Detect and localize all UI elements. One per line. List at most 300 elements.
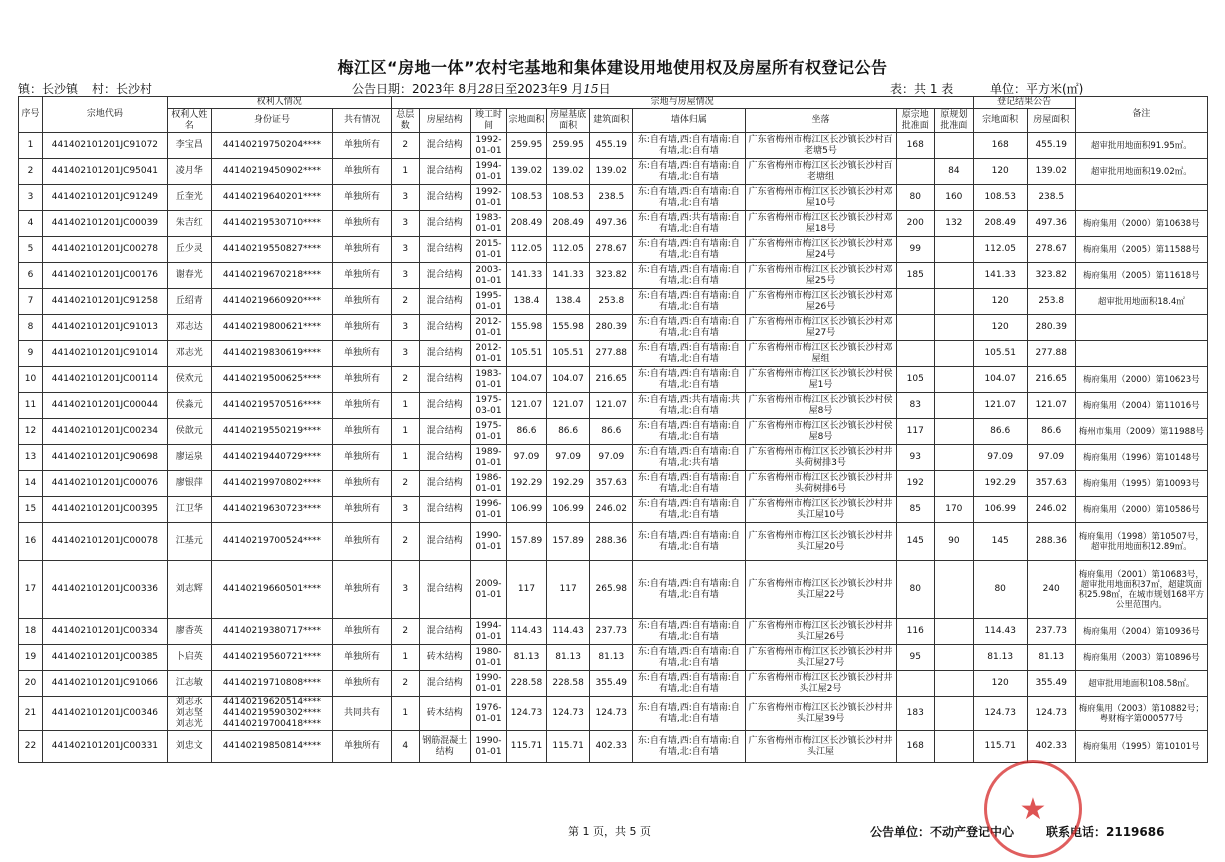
cell-result-land: 120 — [973, 289, 1027, 315]
cell-location: 广东省梅州市梅江区长沙镇长沙村邓屋18号 — [745, 211, 896, 237]
cell-base-area: 114.43 — [546, 619, 590, 645]
cell-structure: 混合结构 — [419, 497, 470, 523]
cell-base-area: 259.95 — [546, 133, 590, 159]
table-row — [19, 697, 1208, 731]
th-res-house: 房屋面积 — [1027, 109, 1075, 133]
cell-structure: 混合结构 — [419, 211, 470, 237]
cell-base-area: 121.07 — [546, 393, 590, 419]
cell-code: 441402101201JC91014 — [42, 341, 167, 367]
cell-owner-name: 廖香英 — [167, 619, 211, 645]
th-id-no: 身份证号 — [211, 109, 333, 133]
register-table — [18, 96, 1208, 763]
cell-seq: 12 — [19, 419, 43, 445]
cell-share: 单独所有 — [333, 393, 391, 419]
cell-orig-approved: 200 — [896, 211, 935, 237]
cell-remark: 超审批用地面积91.95㎡。 — [1075, 133, 1207, 159]
th-floors: 总层数 — [391, 109, 419, 133]
table-row — [19, 561, 1208, 619]
cell-seq: 9 — [19, 341, 43, 367]
cell-owner-name: 李宝昌 — [167, 133, 211, 159]
cell-result-land: 81.13 — [973, 645, 1027, 671]
cell-base-area: 86.6 — [546, 419, 590, 445]
cell-floors: 2 — [391, 523, 419, 561]
cell-id-no: 44140219620514**** 44140219590302**** 44140219700418**** — [211, 697, 333, 731]
th-res-land: 宗地面积 — [973, 109, 1027, 133]
cell-structure: 混合结构 — [419, 445, 470, 471]
cell-structure: 混合结构 — [419, 159, 470, 185]
cell-build-area: 323.82 — [590, 263, 633, 289]
cell-id-no: 44140219440729**** — [211, 445, 333, 471]
cell-orig-plan: 90 — [935, 523, 974, 561]
th-location: 坐落 — [745, 109, 896, 133]
cell-floors: 3 — [391, 341, 419, 367]
cell-completed: 1975-03-01 — [470, 393, 506, 419]
cell-seq: 5 — [19, 237, 43, 263]
table-row — [19, 523, 1208, 561]
cell-land-area: 121.07 — [507, 393, 547, 419]
cell-seq: 16 — [19, 523, 43, 561]
cell-completed: 1976-01-01 — [470, 697, 506, 731]
cell-completed: 1994-01-01 — [470, 619, 506, 645]
cell-orig-plan — [935, 619, 974, 645]
cell-share: 单独所有 — [333, 289, 391, 315]
cell-id-no: 44140219550219**** — [211, 419, 333, 445]
cell-build-area: 238.5 — [590, 185, 633, 211]
cell-code: 441402101201JC00385 — [42, 645, 167, 671]
cell-location: 广东省梅州市梅江区长沙镇长沙村邓屋组 — [745, 341, 896, 367]
cell-base-area: 108.53 — [546, 185, 590, 211]
cell-orig-approved: 183 — [896, 697, 935, 731]
cell-structure: 混合结构 — [419, 419, 470, 445]
cell-result-land: 112.05 — [973, 237, 1027, 263]
cell-floors: 2 — [391, 619, 419, 645]
cell-floors: 3 — [391, 263, 419, 289]
cell-orig-approved: 99 — [896, 237, 935, 263]
cell-owner-name: 侯淼元 — [167, 393, 211, 419]
cell-floors: 2 — [391, 289, 419, 315]
cell-completed: 1996-01-01 — [470, 497, 506, 523]
cell-structure: 混合结构 — [419, 619, 470, 645]
cell-owner-name: 廖运泉 — [167, 445, 211, 471]
cell-floors: 3 — [391, 211, 419, 237]
cell-code: 441402101201JC91249 — [42, 185, 167, 211]
cell-orig-plan — [935, 341, 974, 367]
cell-location: 广东省梅州市梅江区长沙镇长沙村邓屋25号 — [745, 263, 896, 289]
th-build-area: 建筑面积 — [590, 109, 633, 133]
cell-result-land: 120 — [973, 671, 1027, 697]
cell-completed: 2003-01-01 — [470, 263, 506, 289]
table-row — [19, 471, 1208, 497]
cell-walls: 东:自有墙,西:自有墙南:自有墙,北:自有墙 — [633, 237, 745, 263]
cell-walls: 东:自有墙,西:自有墙南:自有墙,北:自有墙 — [633, 159, 745, 185]
cell-remark: 梅府集用（1996）第10148号 — [1075, 445, 1207, 471]
cell-structure: 钢筋混凝土结构 — [419, 731, 470, 763]
cell-walls: 东:自有墙,西:自有墙南:自有墙,北:自有墙 — [633, 731, 745, 763]
cell-orig-plan: 160 — [935, 185, 974, 211]
cell-base-area: 112.05 — [546, 237, 590, 263]
cell-orig-plan — [935, 419, 974, 445]
cell-completed: 2012-01-01 — [470, 315, 506, 341]
cell-walls: 东:自有墙,西:自有墙南:自有墙,北:自有墙 — [633, 419, 745, 445]
cell-completed: 1994-01-01 — [470, 159, 506, 185]
cell-orig-plan — [935, 731, 974, 763]
cell-build-area: 253.8 — [590, 289, 633, 315]
cell-location: 广东省梅州市梅江区长沙镇长沙村百老塘组 — [745, 159, 896, 185]
cell-orig-approved: 80 — [896, 561, 935, 619]
cell-share: 单独所有 — [333, 645, 391, 671]
cell-id-no: 44140219700524**** — [211, 523, 333, 561]
cell-result-house: 355.49 — [1027, 671, 1075, 697]
cell-completed: 1990-01-01 — [470, 523, 506, 561]
cell-walls: 东:自有墙,西:自有墙南:自有墙,北:自有墙 — [633, 561, 745, 619]
cell-walls: 东:自有墙,西:自有墙南:自有墙,北:自有墙 — [633, 367, 745, 393]
cell-location: 广东省梅州市梅江区长沙镇长沙村井头江屋22号 — [745, 561, 896, 619]
cell-remark: 梅府集用（2003）第10896号 — [1075, 645, 1207, 671]
cell-owner-name: 谢春光 — [167, 263, 211, 289]
cell-remark — [1075, 341, 1207, 367]
cell-orig-approved: 117 — [896, 419, 935, 445]
cell-land-area: 155.98 — [507, 315, 547, 341]
cell-land-area: 112.05 — [507, 237, 547, 263]
table-row — [19, 671, 1208, 697]
cell-land-area: 124.73 — [507, 697, 547, 731]
date-start-day: 28 — [478, 82, 494, 96]
cell-orig-approved: 85 — [896, 497, 935, 523]
cell-walls: 东:自有墙,西:自有墙南:自有墙,北:自有墙 — [633, 697, 745, 731]
cell-owner-name: 侯欢元 — [167, 367, 211, 393]
cell-orig-plan — [935, 645, 974, 671]
cell-build-area: 280.39 — [590, 315, 633, 341]
cell-walls: 东:自有墙,西:自有墙南:自有墙,北:自有墙 — [633, 523, 745, 561]
cell-build-area: 97.09 — [590, 445, 633, 471]
cell-seq: 17 — [19, 561, 43, 619]
cell-orig-approved: 168 — [896, 731, 935, 763]
cell-land-area: 81.13 — [507, 645, 547, 671]
date-suffix: 日 — [598, 82, 611, 96]
cell-location: 广东省梅州市梅江区长沙镇长沙村邓屋27号 — [745, 315, 896, 341]
table-row — [19, 393, 1208, 419]
cell-completed: 1975-01-01 — [470, 419, 506, 445]
cell-floors: 2 — [391, 471, 419, 497]
publisher: 公告单位：不动产登记中心 — [870, 825, 1015, 839]
cell-structure: 混合结构 — [419, 185, 470, 211]
cell-land-area: 86.6 — [507, 419, 547, 445]
cell-build-area: 265.98 — [590, 561, 633, 619]
cell-base-area: 139.02 — [546, 159, 590, 185]
cell-id-no: 44140219660920**** — [211, 289, 333, 315]
cell-result-house: 323.82 — [1027, 263, 1075, 289]
cell-walls: 东:自有墙,西:自有墙南:自有墙,北:自有墙 — [633, 133, 745, 159]
cell-base-area: 155.98 — [546, 315, 590, 341]
th-orig-approved: 原宗地批准面 — [896, 109, 935, 133]
cell-id-no: 44140219630723**** — [211, 497, 333, 523]
th-structure: 房屋结构 — [419, 109, 470, 133]
cell-build-area: 288.36 — [590, 523, 633, 561]
cell-code: 441402101201JC90698 — [42, 445, 167, 471]
cell-share: 单独所有 — [333, 731, 391, 763]
cell-location: 广东省梅州市梅江区长沙镇长沙村侯屋8号 — [745, 393, 896, 419]
cell-orig-plan — [935, 367, 974, 393]
cell-walls: 东:自有墙,西:自有墙南:自有墙,北:自有墙 — [633, 619, 745, 645]
cell-result-land: 168 — [973, 133, 1027, 159]
cell-structure: 混合结构 — [419, 671, 470, 697]
cell-code: 441402101201JC95041 — [42, 159, 167, 185]
cell-code: 441402101201JC00039 — [42, 211, 167, 237]
th-code: 宗地代码 — [42, 97, 167, 133]
cell-result-land: 115.71 — [973, 731, 1027, 763]
cell-build-area: 497.36 — [590, 211, 633, 237]
cell-code: 441402101201JC00346 — [42, 697, 167, 731]
cell-result-land: 114.43 — [973, 619, 1027, 645]
cell-seq: 11 — [19, 393, 43, 419]
register-rows — [19, 133, 1208, 763]
cell-share: 单独所有 — [333, 561, 391, 619]
cell-orig-plan — [935, 445, 974, 471]
cell-structure: 混合结构 — [419, 561, 470, 619]
cell-seq: 6 — [19, 263, 43, 289]
cell-structure: 混合结构 — [419, 263, 470, 289]
cell-orig-plan: 84 — [935, 159, 974, 185]
cell-remark: 梅府集用（2000）第10586号 — [1075, 497, 1207, 523]
th-result-group: 登记结果公告 — [973, 97, 1075, 109]
cell-location: 广东省梅州市梅江区长沙镇长沙村井头江屋2号 — [745, 671, 896, 697]
cell-build-area: 277.88 — [590, 341, 633, 367]
cell-floors: 1 — [391, 445, 419, 471]
cell-result-land: 145 — [973, 523, 1027, 561]
cell-id-no: 44140219640201**** — [211, 185, 333, 211]
date-prefix: 公告日期：2023年 8月 — [352, 82, 478, 96]
th-seq: 序号 — [19, 97, 43, 133]
cell-walls: 东:自有墙,西:共有墙南:共有墙,北:自有墙 — [633, 393, 745, 419]
cell-result-house: 280.39 — [1027, 315, 1075, 341]
cell-floors: 1 — [391, 697, 419, 731]
cell-id-no: 44140219570516**** — [211, 393, 333, 419]
cell-code: 441402101201JC00331 — [42, 731, 167, 763]
th-completed: 竣工时间 — [470, 109, 506, 133]
announce-date — [352, 80, 611, 97]
cell-seq: 19 — [19, 645, 43, 671]
cell-result-house: 237.73 — [1027, 619, 1075, 645]
cell-id-no: 44140219750204**** — [211, 133, 333, 159]
th-owner-name: 权利人姓名 — [167, 109, 211, 133]
cell-structure: 混合结构 — [419, 133, 470, 159]
cell-remark: 梅州市集用（2009）第11988号 — [1075, 419, 1207, 445]
cell-code: 441402101201JC00278 — [42, 237, 167, 263]
cell-code: 441402101201JC00114 — [42, 367, 167, 393]
cell-remark: 梅府集用（2000）第10638号 — [1075, 211, 1207, 237]
cell-completed: 2015-01-01 — [470, 237, 506, 263]
cell-share: 单独所有 — [333, 133, 391, 159]
cell-build-area: 81.13 — [590, 645, 633, 671]
th-orig-plan: 原规划批准面 — [935, 109, 974, 133]
cell-structure: 混合结构 — [419, 393, 470, 419]
cell-remark — [1075, 315, 1207, 341]
table-row — [19, 211, 1208, 237]
table-row — [19, 645, 1208, 671]
table-row — [19, 619, 1208, 645]
cell-share: 共同共有 — [333, 697, 391, 731]
cell-build-area: 86.6 — [590, 419, 633, 445]
cell-share: 单独所有 — [333, 619, 391, 645]
cell-remark: 梅府集用（2003）第10882号；粤财梅字第000577号 — [1075, 697, 1207, 731]
cell-seq: 2 — [19, 159, 43, 185]
cell-code: 441402101201JC91013 — [42, 315, 167, 341]
cell-result-house: 277.88 — [1027, 341, 1075, 367]
cell-walls: 东:自有墙,西:自有墙南:自有墙,北:自有墙 — [633, 497, 745, 523]
cell-owner-name: 邓志达 — [167, 315, 211, 341]
cell-orig-approved: 93 — [896, 445, 935, 471]
cell-floors: 3 — [391, 185, 419, 211]
cell-owner-name: 刘志辉 — [167, 561, 211, 619]
cell-orig-approved: 185 — [896, 263, 935, 289]
cell-base-area: 208.49 — [546, 211, 590, 237]
cell-build-area: 121.07 — [590, 393, 633, 419]
cell-result-house: 253.8 — [1027, 289, 1075, 315]
cell-build-area: 139.02 — [590, 159, 633, 185]
cell-orig-plan — [935, 133, 974, 159]
cell-location: 广东省梅州市梅江区长沙镇长沙村井头江屋26号 — [745, 619, 896, 645]
cell-structure: 混合结构 — [419, 315, 470, 341]
cell-completed: 1995-01-01 — [470, 289, 506, 315]
th-base-area: 房屋基底面积 — [546, 109, 590, 133]
cell-id-no: 44140219670218**** — [211, 263, 333, 289]
cell-base-area: 117 — [546, 561, 590, 619]
cell-orig-approved: 145 — [896, 523, 935, 561]
date-end-day: 15 — [583, 82, 599, 96]
village-label: 村：长沙村 — [92, 82, 153, 96]
cell-share: 单独所有 — [333, 211, 391, 237]
cell-floors: 2 — [391, 133, 419, 159]
cell-owner-name: 刘志永 刘志坚 刘志光 — [167, 697, 211, 731]
cell-build-area: 455.19 — [590, 133, 633, 159]
cell-orig-approved — [896, 315, 935, 341]
cell-result-land: 192.29 — [973, 471, 1027, 497]
cell-structure: 砖木结构 — [419, 645, 470, 671]
cell-floors: 4 — [391, 731, 419, 763]
table-row — [19, 237, 1208, 263]
cell-code: 441402101201JC91072 — [42, 133, 167, 159]
cell-share: 单独所有 — [333, 315, 391, 341]
cell-orig-plan — [935, 315, 974, 341]
cell-location: 广东省梅州市梅江区长沙镇长沙村井头江屋 — [745, 731, 896, 763]
cell-remark: 梅府集用（2004）第10936号 — [1075, 619, 1207, 645]
cell-owner-name: 江志敏 — [167, 671, 211, 697]
cell-result-house: 278.67 — [1027, 237, 1075, 263]
cell-share: 单独所有 — [333, 497, 391, 523]
cell-build-area: 216.65 — [590, 367, 633, 393]
cell-remark — [1075, 185, 1207, 211]
cell-share: 单独所有 — [333, 671, 391, 697]
cell-orig-plan — [935, 471, 974, 497]
contact-phone: 联系电话：2119686 — [1046, 825, 1165, 839]
table-row — [19, 159, 1208, 185]
cell-owner-name: 朱吉红 — [167, 211, 211, 237]
cell-location: 广东省梅州市梅江区长沙镇长沙村侯屋1号 — [745, 367, 896, 393]
cell-walls: 东:自有墙,西:自有墙南:自有墙,北:自有墙 — [633, 315, 745, 341]
cell-land-area: 104.07 — [507, 367, 547, 393]
cell-walls: 东:自有墙,西:自有墙南:自有墙,北:自有墙 — [633, 471, 745, 497]
th-owner-group: 权利人情况 — [167, 97, 391, 109]
cell-result-land: 108.53 — [973, 185, 1027, 211]
cell-build-area: 355.49 — [590, 671, 633, 697]
cell-orig-plan — [935, 263, 974, 289]
cell-orig-plan — [935, 561, 974, 619]
cell-structure: 混合结构 — [419, 523, 470, 561]
cell-land-area: 208.49 — [507, 211, 547, 237]
th-share: 共有情况 — [333, 109, 391, 133]
cell-orig-approved: 105 — [896, 367, 935, 393]
cell-result-house: 124.73 — [1027, 697, 1075, 731]
cell-result-house: 97.09 — [1027, 445, 1075, 471]
cell-id-no: 44140219560721**** — [211, 645, 333, 671]
date-mid: 日至2023年9 月 — [493, 82, 584, 96]
cell-seq: 10 — [19, 367, 43, 393]
cell-land-area: 108.53 — [507, 185, 547, 211]
table-row — [19, 497, 1208, 523]
cell-base-area: 106.99 — [546, 497, 590, 523]
cell-share: 单独所有 — [333, 159, 391, 185]
cell-structure: 混合结构 — [419, 289, 470, 315]
cell-remark: 梅府集用（2005）第11618号 — [1075, 263, 1207, 289]
cell-base-area: 97.09 — [546, 445, 590, 471]
cell-code: 441402101201JC00176 — [42, 263, 167, 289]
cell-remark: 梅府集用（2000）第10623号 — [1075, 367, 1207, 393]
table-row — [19, 341, 1208, 367]
cell-owner-name: 廖银萍 — [167, 471, 211, 497]
cell-result-house: 238.5 — [1027, 185, 1075, 211]
cell-orig-plan — [935, 393, 974, 419]
cell-location: 广东省梅州市梅江区长沙镇长沙村邓屋26号 — [745, 289, 896, 315]
cell-result-land: 208.49 — [973, 211, 1027, 237]
cell-base-area: 192.29 — [546, 471, 590, 497]
cell-walls: 东:自有墙,西:自有墙南:自有墙,北:自有墙 — [633, 671, 745, 697]
cell-owner-name: 刘忠文 — [167, 731, 211, 763]
cell-land-area: 228.58 — [507, 671, 547, 697]
cell-land-area: 139.02 — [507, 159, 547, 185]
cell-remark: 梅府集用（1995）第10093号 — [1075, 471, 1207, 497]
cell-base-area: 228.58 — [546, 671, 590, 697]
cell-owner-name: 江基元 — [167, 523, 211, 561]
cell-code: 441402101201JC00044 — [42, 393, 167, 419]
cell-floors: 2 — [391, 671, 419, 697]
cell-base-area: 157.89 — [546, 523, 590, 561]
cell-share: 单独所有 — [333, 237, 391, 263]
cell-floors: 1 — [391, 393, 419, 419]
cell-structure: 混合结构 — [419, 237, 470, 263]
cell-id-no: 44140219500625**** — [211, 367, 333, 393]
cell-orig-approved: 116 — [896, 619, 935, 645]
cell-id-no: 44140219970802**** — [211, 471, 333, 497]
cell-result-house: 240 — [1027, 561, 1075, 619]
cell-result-land: 104.07 — [973, 367, 1027, 393]
cell-land-area: 97.09 — [507, 445, 547, 471]
cell-floors: 1 — [391, 159, 419, 185]
cell-completed: 1992-01-01 — [470, 133, 506, 159]
cell-result-land: 105.51 — [973, 341, 1027, 367]
cell-location: 广东省梅州市梅江区长沙镇长沙村百老塘5号 — [745, 133, 896, 159]
cell-share: 单独所有 — [333, 419, 391, 445]
cell-orig-plan: 170 — [935, 497, 974, 523]
cell-share: 单独所有 — [333, 367, 391, 393]
cell-location: 广东省梅州市梅江区长沙镇长沙村井头江屋20号 — [745, 523, 896, 561]
cell-floors: 3 — [391, 497, 419, 523]
th-remark: 备注 — [1075, 97, 1207, 133]
cell-walls: 东:自有墙,西:自有墙南:自有墙,北:自有墙 — [633, 289, 745, 315]
cell-share: 单独所有 — [333, 445, 391, 471]
cell-orig-plan: 132 — [935, 211, 974, 237]
cell-completed: 2009-01-01 — [470, 561, 506, 619]
cell-structure: 混合结构 — [419, 341, 470, 367]
